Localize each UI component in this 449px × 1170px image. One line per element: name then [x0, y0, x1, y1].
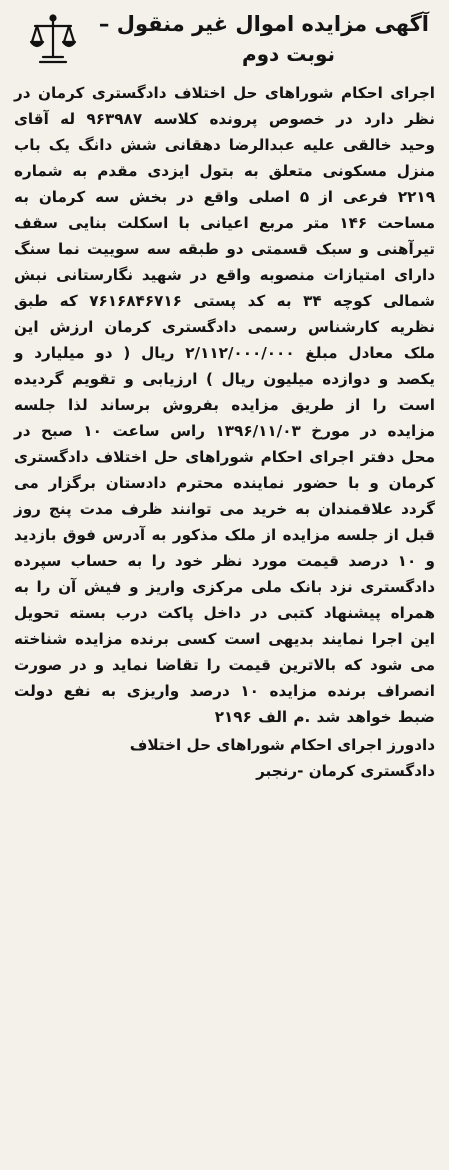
notice-body: [14, 80, 435, 730]
notice-subtitle: نوبت دوم: [241, 42, 335, 66]
notice-title: آگهی مزایده اموال غیر منقول –: [98, 12, 429, 36]
notice-signature: [14, 732, 435, 784]
scales-of-justice-icon: [30, 12, 76, 66]
notice-body-text: اجرای احکام شوراهای حل اختلاف دادگستری کرمان در نظر دارد در خصوص پرونده کلاسه ۹۶۳۹۸۷ له آقای وحید خالقی علیه عبدالرضا دهقانی شش دانگ یک باب منزل مسکونی متعلق به بتول ایزدی مقدم به شماره ۲۲۱۹ فرعی از ۵ اصلی واقع در بخش سه کرمان به مساحت ۱۴۶ متر مربع اعیانی با اسکلت بنایی سقف تیرآهنی و سبک قسمتی دو طبقه سه سوییت نما سنگ دارای امتیازات منصوبه واقع در شهید نگارستانی نبش شمالی کوچه ۳۴ به کد پستی ۷۶۱۶۸۴۶۷۱۶ که طبق نظریه کارشناس رسمی دادگستری کرمان ارزش این ملک معادل مبلغ ۲/۱۱۲/۰۰۰/۰۰۰ ریال ( دو میلیارد و یکصد و دوازده میلیون ریال ) ارزیابی و تقویم گردیده است را از طریق مزایده بفروش برساند لذا جلسه مزایده در مورخ ۱۳۹۶/۱۱/۰۳ راس ساعت ۱۰ صبح در محل دفتر اجرای احکام شوراهای حل اختلاف دادگستری کرمان و با حضور نماینده محترم دادستان برگزار می گردد علاقمندان به خرید می توانند ظرف مدت پنج روز قبل از جلسه مزایده از ملک مذکور به آدرس فوق بازدید و ۱۰ درصد قیمت مورد نظر خود را به حساب سپرده دادگستری نزد بانک ملی مرکزی واریز و فیش آن را به همراه پیشنهاد کتبی در داخل پاکت درب بسته تحویل این اجرا نمایند بدیهی است کسی برنده مزایده شناخته می شود که بالاترین قیمت را تقاضا نماید و در صورت انصراف برنده مزایده ۱۰ درصد واریزی به نفع دولت ضبط خواهد شد .م الف ۲۱۹۶: [14, 84, 436, 726]
signature-line-2: دادگستری کرمان -رنجبر: [256, 762, 435, 780]
notice-header: [14, 4, 435, 80]
signature-line-1: دادورز اجرای احکام شوراهای حل اختلاف: [129, 736, 435, 754]
